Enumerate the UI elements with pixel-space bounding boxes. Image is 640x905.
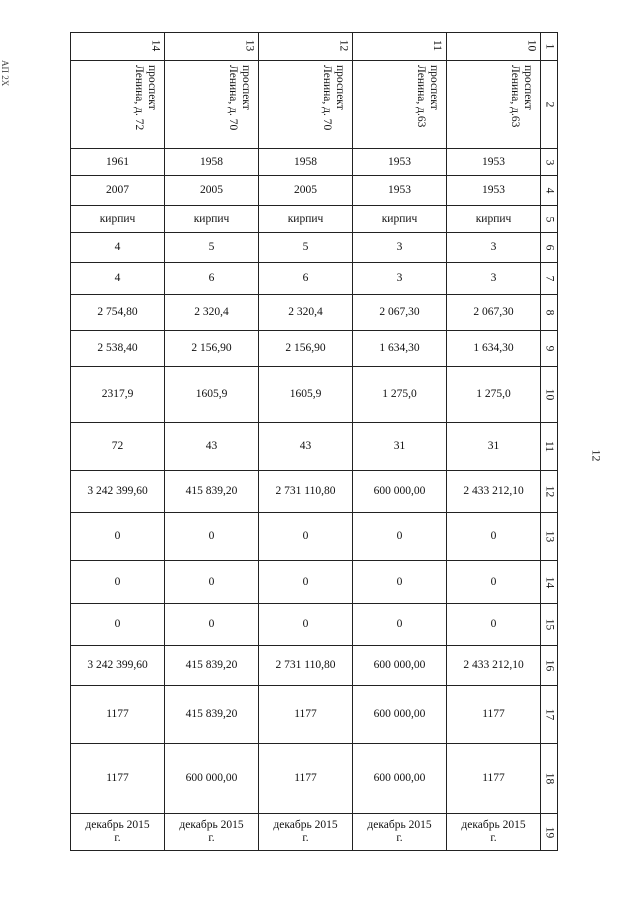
row-number: 16 [543,659,556,672]
table-cell: декабрь 2015 г. [71,814,165,851]
table-cell: 1177 [71,686,165,744]
table-cell: 1953 [447,149,541,176]
table-cell: 0 [447,561,541,604]
table-cell: 600 000,00 [165,744,259,814]
row-number-cell [541,61,558,149]
table-cell: 0 [353,513,447,561]
row-number-cell [541,263,558,295]
table-cell: 2317,9 [71,367,165,423]
row-number-cell [541,33,558,61]
table-cell: 600 000,00 [353,744,447,814]
row-number: 8 [543,309,556,316]
table-row [71,61,558,149]
table-cell: 1605,9 [259,367,353,423]
table-cell: 1961 [71,149,165,176]
table-cell: 1177 [259,686,353,744]
table-cell: декабрь 2015 г. [447,814,541,851]
row-number-cell [541,744,558,814]
table-row [71,423,558,471]
table-row [71,646,558,686]
address-wrap [353,61,446,147]
table-cell: 2 433 212,10 [447,646,541,686]
row-number: 13 [543,530,556,543]
table-cell: декабрь 2015 г. [259,814,353,851]
table-cell: 0 [447,604,541,646]
row-number: 1 [543,43,556,50]
table-cell: 43 [165,423,259,471]
column-number-cell [353,33,447,61]
address-cell [71,61,165,149]
column-number-cell [259,33,353,61]
table-cell: 1177 [71,744,165,814]
table-row [71,814,558,851]
row-number: 7 [543,275,556,282]
table-cell: 415 839,20 [165,646,259,686]
table-cell: 0 [259,561,353,604]
address-text: проспект Ленина, д.63 [415,65,440,128]
table-cell: 2 731 110,80 [259,471,353,513]
table-cell: 2 538,40 [71,331,165,367]
table-cell: 0 [165,513,259,561]
row-number-cell [541,149,558,176]
table-cell: 0 [353,561,447,604]
table-row [71,367,558,423]
row-number: 12 [543,485,556,498]
table-cell: 2 067,30 [447,295,541,331]
table-cell: 2 320,4 [165,295,259,331]
table-cell: 1953 [447,176,541,206]
table-cell: 5 [259,233,353,263]
table-cell: 72 [71,423,165,471]
table-cell: 1 634,30 [447,331,541,367]
table-cell: 2 754,80 [71,295,165,331]
row-number: 10 [543,388,556,401]
table-row [71,33,558,61]
table-cell: кирпич [165,206,259,233]
address-wrap [447,61,540,147]
table-row [71,604,558,646]
table-row [71,176,558,206]
row-number-cell [541,561,558,604]
address-cell [353,61,447,149]
row-number-cell [541,814,558,851]
table-cell: 1958 [259,149,353,176]
column-number-cell [71,33,165,61]
row-number: 5 [543,216,556,222]
row-number-cell [541,423,558,471]
row-number-cell [541,367,558,423]
table-cell: 1 275,0 [353,367,447,423]
address-text: проспект Ленина, д. 72 [133,65,158,131]
row-number-cell [541,206,558,233]
row-number-cell [541,686,558,744]
table-cell: 0 [71,604,165,646]
table-cell: 5 [165,233,259,263]
table-cell: 1958 [165,149,259,176]
address-text: проспект Ленина, д. 70 [321,65,346,131]
table-cell: 1605,9 [165,367,259,423]
table-row [71,686,558,744]
table-cell: 2007 [71,176,165,206]
table-cell: 2 320,4 [259,295,353,331]
row-number-cell [541,604,558,646]
address-wrap [259,61,352,147]
table-cell: 31 [353,423,447,471]
table-cell: 0 [259,513,353,561]
table-cell: 3 242 399,60 [71,471,165,513]
address-cell [165,61,259,149]
table-cell: 6 [259,263,353,295]
row-number: 3 [543,159,556,165]
table-cell: 6 [165,263,259,295]
row-number-cell [541,331,558,367]
row-number: 15 [543,618,556,631]
row-number: 17 [543,708,556,721]
table-cell: декабрь 2015 г. [165,814,259,851]
table-cell: 2 156,90 [259,331,353,367]
address-cell [447,61,541,149]
table-cell: 4 [71,233,165,263]
table-cell: 43 [259,423,353,471]
table-cell: 0 [447,513,541,561]
address-text: проспект Ленина, д.63 [509,65,534,128]
table-cell: 3 [353,233,447,263]
row-number-cell [541,176,558,206]
row-number: 9 [543,345,556,352]
table-cell: 3 [353,263,447,295]
table-cell: 3 [447,233,541,263]
page-number: 12 [589,449,604,462]
row-number: 14 [543,576,556,588]
table-cell: кирпич [71,206,165,233]
table-cell: 600 000,00 [353,686,447,744]
table-cell: 31 [447,423,541,471]
table-cell: 1177 [447,686,541,744]
table-cell: 1 634,30 [353,331,447,367]
stamp-text: АП 2Х [0,60,10,87]
column-number-cell [447,33,541,61]
table-row [71,471,558,513]
table-cell: 2 731 110,80 [259,646,353,686]
column-number: 13 [242,39,255,52]
table-cell: кирпич [353,206,447,233]
table-cell: 1953 [353,149,447,176]
table-cell: 0 [259,604,353,646]
row-number-cell [541,295,558,331]
column-number: 12 [336,39,349,52]
row-number: 6 [543,244,556,251]
address-cell [259,61,353,149]
table-row [71,263,558,295]
table-cell: 3 [447,263,541,295]
table-row [71,149,558,176]
column-number: 14 [148,39,161,52]
table-cell: декабрь 2015 г. [353,814,447,851]
table-row [71,233,558,263]
row-number: 11 [543,440,556,453]
table-cell: 1177 [259,744,353,814]
table-row [71,561,558,604]
row-number: 19 [543,826,556,838]
row-number-cell [541,646,558,686]
table-cell: 1177 [447,744,541,814]
row-number-cell [541,471,558,513]
column-number: 11 [430,39,443,52]
table-cell: 1953 [353,176,447,206]
row-number: 2 [543,101,556,108]
row-number: 18 [543,772,556,785]
table-cell: 415 839,20 [165,471,259,513]
table-cell: 415 839,20 [165,686,259,744]
table-row [71,744,558,814]
table-cell: 2 433 212,10 [447,471,541,513]
column-number: 10 [524,39,537,52]
table-cell: кирпич [259,206,353,233]
table-cell: 600 000,00 [353,646,447,686]
register-table [70,32,558,851]
table-row [71,206,558,233]
table-row [71,513,558,561]
row-number-cell [541,513,558,561]
table-cell: 2005 [259,176,353,206]
table-cell: 0 [353,604,447,646]
table-cell: 2 156,90 [165,331,259,367]
table-cell: 0 [71,513,165,561]
table-row [71,295,558,331]
table-cell: 2 067,30 [353,295,447,331]
table-cell: 2005 [165,176,259,206]
table-cell: 0 [165,561,259,604]
table-cell: 1 275,0 [447,367,541,423]
address-wrap [165,61,258,147]
table-cell: кирпич [447,206,541,233]
table-cell: 4 [71,263,165,295]
table-cell: 600 000,00 [353,471,447,513]
row-number: 4 [543,187,556,194]
table-row [71,331,558,367]
address-text: проспект Ленина, д. 70 [227,65,252,131]
table-cell: 0 [165,604,259,646]
table-cell: 0 [71,561,165,604]
address-wrap [71,61,164,147]
table-cell: 3 242 399,60 [71,646,165,686]
row-number-cell [541,233,558,263]
column-number-cell [165,33,259,61]
